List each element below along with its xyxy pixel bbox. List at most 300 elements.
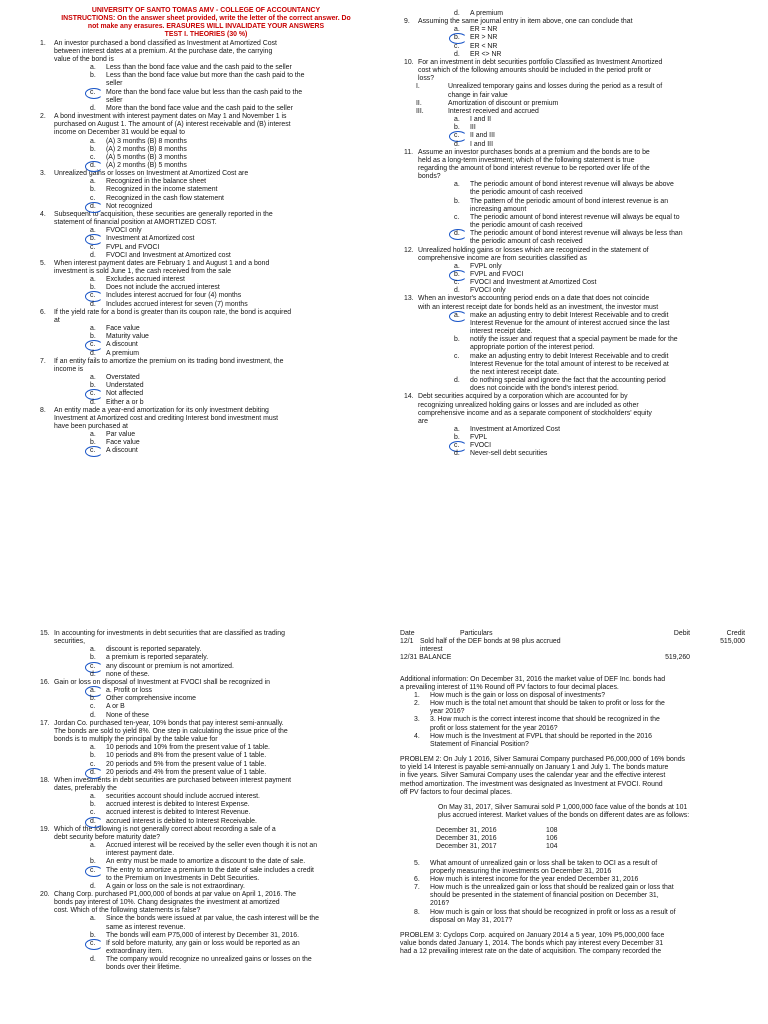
option-text-line: Maturity value (106, 333, 149, 341)
answer-option (448, 51, 744, 59)
answer-option (448, 116, 744, 124)
option-text-line: Since the bonds were issued at par value, the cash interest will be the (106, 915, 319, 923)
answer-options (40, 793, 375, 826)
circled-option-letter: d. (84, 162, 106, 170)
problem-question (408, 860, 745, 876)
option-text-line: FVOCI and Investment at Amortized cost (106, 251, 231, 259)
option-text (106, 390, 372, 398)
question-text-line: An entity made a year-end amortization for its only investment debiting (54, 406, 269, 414)
circled-option-letter: c. (84, 341, 106, 349)
answer-option (84, 138, 372, 146)
answer-option (84, 390, 372, 398)
problem-2-line: off PV factors to four decimal places. (400, 788, 513, 796)
option-letter: b. (90, 654, 96, 662)
question (404, 295, 744, 311)
option-text-line: extraordinary item. (106, 948, 164, 956)
question (404, 247, 744, 263)
roman-statement (404, 100, 744, 108)
question (40, 720, 375, 744)
answer-option (84, 244, 372, 252)
option-letter: b. (90, 752, 96, 760)
option-text (106, 350, 372, 358)
problem-question-line: How much is the total net amount that should be taken to profit or loss for the (430, 700, 665, 708)
option-text (106, 154, 372, 162)
option-text (470, 353, 744, 377)
problem-question-text (430, 716, 745, 732)
option-text-line: II and III (470, 132, 495, 140)
answer-options (40, 64, 372, 113)
option-text-line: the next interest receipt date. (470, 368, 559, 376)
option-text (470, 271, 744, 279)
answer-options (40, 276, 372, 309)
option-letter: d. (454, 450, 460, 458)
option-text-line: Investment at Amortized Cost (470, 425, 560, 433)
answer-option (84, 374, 372, 382)
ledger-balance-debit: 519,260 (665, 654, 690, 662)
question-text-line: dates, preferably the (54, 784, 117, 792)
question (404, 393, 744, 426)
question-number: 17. (40, 719, 50, 727)
answer-option (84, 341, 372, 349)
answer-option (84, 162, 372, 170)
option-text-line: the periodic amount of cash received (470, 222, 583, 230)
option-text-line: does not coincide with the bond's interest period. (470, 385, 619, 393)
problem-question (408, 876, 745, 884)
question (404, 149, 744, 182)
option-letter: a. (454, 116, 460, 124)
problem-question-number: 5. (414, 859, 420, 867)
problem-2-line: to yield 14 Interest is payable semi-annually on January 1 and July 1. The bonds mature (400, 764, 669, 772)
option-letter: b. (454, 197, 460, 205)
problem-question-line: profit or loss statement for the year 2016? (430, 724, 558, 732)
option-text (106, 235, 372, 243)
problem-2-line: method amortization. The investment was designated as Investment at FVOCI. Round (400, 780, 663, 788)
answer-option (84, 646, 375, 654)
roman-statement (404, 83, 744, 99)
option-letter: b. (90, 186, 96, 194)
answer-option (448, 434, 744, 442)
option-text-line: I and II (470, 116, 492, 124)
instructions-line-2: not make any erasures. ERASURES WILL INVALIDATE YOUR ANSWERS (87, 23, 325, 31)
question-number: 8. (40, 406, 46, 414)
market-value: 108 (546, 827, 558, 835)
problem-question-line: properly measuring the investments on December 31, 2016 (430, 867, 612, 875)
answer-option (448, 336, 744, 352)
option-text-line: III (470, 124, 476, 132)
question (40, 777, 375, 793)
problem-question-number: 2. (414, 700, 420, 708)
left-bottom-column (40, 630, 375, 973)
answer-option (448, 442, 744, 450)
option-text (470, 426, 744, 434)
ledger-credit: 515,000 (720, 638, 745, 646)
problem-question-text (430, 876, 745, 884)
market-value-row (400, 843, 745, 851)
option-text-line: Recognized in the balance sheet (106, 178, 206, 186)
circled-option-letter: d. (84, 769, 106, 777)
option-text (106, 186, 372, 194)
option-text (106, 752, 375, 760)
answer-option (84, 801, 375, 809)
answer-option (84, 867, 375, 883)
option-letter: a. (90, 227, 96, 235)
option-text (106, 447, 372, 455)
answer-options (40, 687, 375, 720)
option-letter: d. (90, 670, 96, 678)
option-text-line: Includes interest accrued for four (4) months (106, 292, 242, 300)
option-text-line: Interest Revenue for the total amount of interest to be received at (470, 360, 669, 368)
option-text-line: The bonds will earn P75,000 of interest by December 31, 2016. (106, 931, 300, 939)
question-number: 10. (404, 58, 414, 66)
option-text (106, 382, 372, 390)
answer-options (404, 263, 744, 296)
option-text-line: Less than the bond face value but more than the cash paid to the (106, 72, 305, 80)
question-text-line: When investments in debt securities are purchased between interest payment (54, 776, 292, 784)
option-text-line: FVOCI and Investment at Amortized Cost (470, 279, 597, 287)
circled-option-letter: c. (84, 447, 106, 455)
option-letter: d. (454, 10, 460, 17)
answer-option (84, 687, 375, 695)
option-letter: c. (454, 213, 460, 221)
problem-question-line: should be presented in the statement of financial position on December 31, (430, 892, 659, 900)
question-text (54, 113, 372, 137)
option-text (470, 124, 744, 132)
option-text (470, 26, 744, 34)
answer-options (40, 138, 372, 171)
option-text-line: appropriate portion of the interest period. (470, 344, 595, 352)
answer-option (448, 34, 744, 42)
answer-options (40, 646, 375, 679)
option-text-line: accrued interest is debited to Interest Expense. (106, 801, 250, 809)
problem-3-line: value bonds dated January 1, 2014. The bonds which pay interest every December 31 (400, 940, 664, 947)
option-text-line: Does not include the accrued interest (106, 284, 220, 292)
answer-option (84, 146, 372, 154)
question-text (418, 295, 744, 311)
answer-options (40, 227, 372, 260)
additional-info-line: a prevailing interest of 11% Round off PV factors to four decimal places. (400, 683, 619, 691)
problem-question (408, 692, 745, 700)
option-text-line: Investment at Amortized cost (106, 235, 195, 243)
answer-options (404, 26, 744, 59)
option-text-line: interest payment date. (106, 850, 175, 858)
option-text (106, 284, 372, 292)
option-text (106, 292, 372, 300)
question-text-line: The bonds are sold to yield 8%. One step in calculating the issue price of the (54, 727, 288, 735)
circled-option-letter: b. (84, 235, 106, 243)
problem-question (408, 700, 745, 716)
answer-option (84, 703, 375, 711)
answer-options (404, 116, 744, 149)
option-text-line: The periodic amount of bond interest revenue will always be less than (470, 230, 683, 238)
question-text (54, 407, 372, 431)
question-number: 3. (40, 170, 46, 178)
option-text-line: The periodic amount of bond interest revenue will always be equal to (470, 213, 680, 221)
option-text-line: (A) 2 months (B) 8 months (106, 145, 187, 153)
ledger-row (400, 638, 745, 646)
question-text (418, 247, 744, 263)
option-text-line: 20 periods and 5% from the present value of 1 table. (106, 760, 267, 768)
problem-3 (400, 932, 745, 956)
answer-options (40, 374, 372, 407)
question-text (54, 679, 375, 687)
option-text (106, 431, 372, 439)
option-letter: a. (90, 374, 96, 382)
option-text-line: FVPL only (470, 262, 502, 270)
question-text-line: Subsequent to acquisition, these securities are generally reported in the (54, 210, 273, 218)
answer-option (448, 312, 744, 336)
question (40, 891, 375, 915)
answer-option (448, 450, 744, 458)
option-text-line: A premium (106, 349, 139, 357)
option-text (106, 940, 375, 956)
problem-3-line: had a 12 prevailing interest rate on the date of acquisition. The company recorded the (400, 948, 662, 956)
option-text-line: Par value (106, 431, 136, 439)
problem-question-text (430, 692, 745, 700)
question-text (54, 777, 375, 793)
option-letter: b. (90, 801, 96, 809)
roman-text-line: Unrealized temporary gains and losses during the period as a result of (448, 83, 663, 91)
option-text-line: Face value (106, 439, 140, 447)
problem-2-line: in five years. Silver Samurai Company uses the calendar year and the effective interest (400, 772, 666, 780)
option-text (106, 883, 375, 891)
option-text-line: any discount or premium is not amortized. (106, 662, 234, 670)
option-text (106, 244, 372, 252)
option-text (470, 434, 744, 442)
roman-text-line: Interest received and accrued (448, 107, 539, 115)
problem-question-line: How much is the Investment at FVPL that should be reported in the 2016 (430, 732, 652, 740)
answer-option (448, 141, 744, 149)
option-text-line: ER = NR (470, 26, 498, 34)
question-number: 1. (40, 39, 46, 47)
option-letter: d. (90, 251, 96, 259)
question-text-line: bonds is to multiply the principal by the table value for (54, 736, 218, 744)
problem-question-line: 3. How much is the correct interest income that should be recognized in the (430, 716, 660, 724)
question-text-line: with an interest receipt date for bonds held as an investment, the investor must (418, 303, 659, 311)
option-letter: a. (90, 915, 96, 923)
option-text (106, 374, 372, 382)
answer-options (40, 325, 372, 358)
option-letter: a. (454, 26, 460, 34)
problem-question (408, 909, 745, 925)
question-text-line: In accounting for investments in debt securities that are classified as trading (54, 630, 285, 637)
answer-option (84, 203, 372, 211)
problem-question-line: How much is interest income for the year ended December 31, 2016 (430, 875, 639, 883)
right-bottom-column (400, 630, 745, 956)
option-letter: a. (454, 425, 460, 433)
option-text-line: seller (106, 96, 123, 104)
question-text (54, 40, 372, 64)
question-text-line: bonds pay interest of 10%. Chang designates the investment at amortized (54, 899, 280, 907)
problem-question-text (430, 884, 745, 908)
answer-option (84, 818, 375, 826)
option-text-line: A premium (470, 10, 503, 17)
additional-info-line: Additional information: On December 31, 2016 the market value of DEF Inc. bonds had (400, 675, 666, 683)
option-text (470, 442, 744, 450)
problem-question-text (430, 909, 745, 925)
question-text-line: comprehensive income and as a separate component of stockholders' equity (418, 409, 652, 417)
question-text (54, 170, 372, 178)
option-text-line: same as interest revenue. (106, 923, 186, 931)
circled-option-letter: a. (448, 312, 470, 336)
answer-option (84, 399, 372, 407)
problem-question-line: disposal on May 31, 2017? (430, 916, 513, 924)
problem-question (408, 884, 745, 908)
test-title: TEST I. THEORIES (30 %) (164, 31, 248, 39)
question-text-line: cost. Which of the following statements is false? (54, 907, 201, 915)
option-text-line: Not affected (106, 390, 144, 398)
question-text (54, 260, 372, 276)
option-text-line: Overstated (106, 374, 140, 382)
option-text-line: (A) 2 months (B) 5 months (106, 161, 187, 169)
answer-option (84, 195, 372, 203)
option-letter: c. (90, 153, 96, 161)
option-text (470, 132, 744, 140)
option-letter: a. (454, 262, 460, 270)
question (40, 309, 372, 325)
question-number: 12. (404, 246, 414, 254)
answer-option (84, 284, 372, 292)
option-letter: c. (90, 243, 96, 251)
option-text-line: FVPL and FVOCI (106, 243, 160, 251)
option-letter: d. (454, 287, 460, 295)
option-text (106, 162, 372, 170)
option-text (470, 377, 744, 393)
answer-option (84, 883, 375, 891)
option-letter: c. (90, 809, 96, 817)
option-letter: b. (90, 858, 96, 866)
answer-option (448, 230, 744, 246)
right-top-column (404, 10, 744, 459)
option-text-line: Understated (106, 382, 144, 390)
answer-option (84, 72, 372, 88)
question-text-line: Gain or loss on disposal of Investment at FVOCI shall be recognized in (54, 678, 271, 686)
market-value-date: December 31, 2016 (436, 835, 497, 843)
question (40, 40, 372, 64)
ledger-particulars-cont: interest (420, 646, 443, 654)
answer-option (84, 956, 375, 972)
option-letter: b. (90, 931, 96, 939)
answer-option (84, 744, 375, 752)
option-text (470, 141, 744, 149)
option-text-line: ER <> NR (470, 50, 502, 58)
problem-question-text (430, 733, 745, 749)
option-letter: d. (454, 50, 460, 58)
option-text-line: Never-sell debt securities (470, 450, 548, 458)
question-text-line: recognizing unrealized holding gains or losses and are included as other (418, 401, 639, 409)
circled-option-letter: c. (84, 663, 106, 671)
option-text (106, 399, 372, 407)
option-text-line: FVOCI only (106, 227, 142, 235)
option-text (470, 214, 744, 230)
answer-option (448, 426, 744, 434)
option-text (470, 450, 744, 458)
question-text-line: at (54, 316, 60, 324)
option-text-line: a. Profit or loss (106, 687, 152, 695)
question-text-line: income is (54, 365, 84, 373)
answer-option (84, 350, 372, 358)
question-text (54, 630, 375, 646)
question-text-line: Which of the following is not generally correct about recording a sale of a (54, 825, 276, 833)
option-letter: a. (90, 64, 96, 72)
option-text (470, 198, 744, 214)
option-text (470, 230, 744, 246)
option-text-line: Includes accrued interest for seven (7) months (106, 300, 248, 308)
option-text-line: 10 periods and 8% from the present value of 1 table. (106, 752, 267, 760)
option-text (106, 105, 372, 113)
option-text (106, 712, 375, 720)
answer-option (448, 279, 744, 287)
question-text-line: loss? (418, 75, 435, 83)
option-text (106, 809, 375, 817)
option-letter: b. (90, 695, 96, 703)
circled-option-letter: a. (84, 687, 106, 695)
roman-text (448, 83, 744, 99)
question (40, 630, 375, 646)
option-text-line: none of these. (106, 670, 150, 678)
option-text (470, 43, 744, 51)
question-text-line: securities, (54, 638, 86, 646)
question-text-line: If the yield rate for a bond is greater than its coupon rate, the bond is acquired (54, 308, 292, 316)
option-text-line: Accrued interest will be received by the seller even though it is not an (106, 842, 318, 850)
option-text-line: seller (106, 80, 123, 88)
question-number: 18. (40, 776, 50, 784)
question-text-line: regarding the amount of bond interest revenue to be reported over life of the (418, 164, 650, 172)
option-text-line: The pattern of the periodic amount of bond interest revenue is an (470, 197, 669, 205)
answer-options (40, 431, 372, 455)
option-text (106, 915, 375, 931)
answer-option (84, 793, 375, 801)
answer-option (84, 276, 372, 284)
answer-option (448, 353, 744, 377)
option-text-line: interest receipt date. (470, 328, 533, 336)
option-text-line: (A) 5 months (B) 3 months (106, 153, 187, 161)
option-text-line: None of these (106, 711, 149, 719)
option-letter: b. (90, 284, 96, 292)
answer-option (84, 105, 372, 113)
answer-option (84, 695, 375, 703)
answer-option (84, 663, 375, 671)
question-number: 6. (40, 308, 46, 316)
problem-question-number: 3. (414, 716, 420, 724)
answer-option (84, 439, 372, 447)
option-text-line: Excludes accrued interest (106, 276, 185, 284)
answer-option (448, 132, 744, 140)
option-text-line: The entry to amortize a premium to the date of sale includes a credit (106, 866, 314, 874)
question-text-line: debt security before maturity date? (54, 833, 161, 841)
option-text (106, 439, 372, 447)
option-text (106, 203, 372, 211)
option-text-line: (A) 3 months (B) 8 months (106, 137, 187, 145)
option-letter: b. (454, 336, 460, 344)
market-value: 106 (546, 835, 558, 843)
problem-question-number: 6. (414, 875, 420, 883)
option-text (106, 671, 375, 679)
option-text-line: discount is reported separately. (106, 646, 202, 654)
option-text (106, 761, 375, 769)
option-letter: b. (90, 382, 96, 390)
circled-option-letter: b. (448, 271, 470, 279)
question-text-line: When interest payment dates are February 1 and August 1 and a bond (54, 259, 270, 267)
question-text-line: Jordan Co. purchased ten-year, 10% bonds that pay interest semi-annually. (54, 719, 284, 727)
question-text (54, 720, 375, 744)
answer-option (84, 940, 375, 956)
answer-option (84, 64, 372, 72)
question-number: 5. (40, 259, 46, 267)
circled-option-letter: c. (84, 940, 106, 956)
option-text (470, 181, 744, 197)
option-text (106, 301, 372, 309)
option-text (470, 10, 744, 18)
